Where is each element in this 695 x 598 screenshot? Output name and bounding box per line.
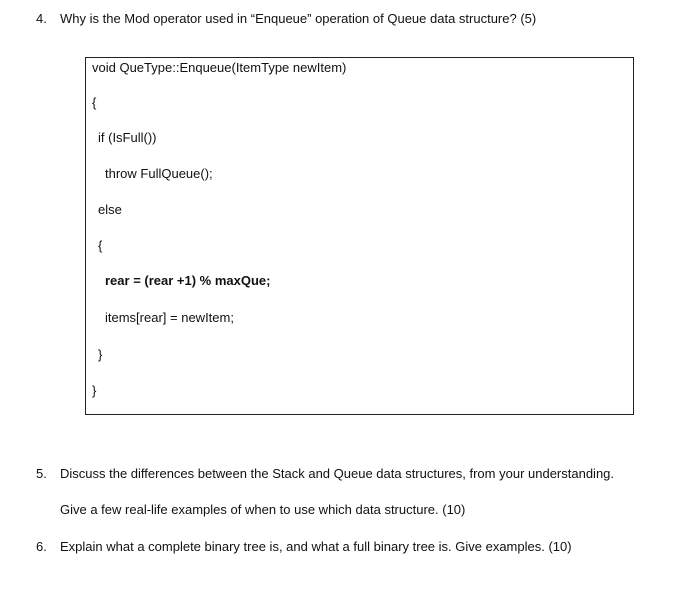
question-5-text: Discuss the differences between the Stack and Queue data structures, from your understanding. — [60, 466, 615, 481]
question-5-continuation: Give a few real-life examples of when to use which data structure. (10) — [60, 502, 466, 517]
question-5-number: 5. — [36, 466, 47, 481]
code-line-else: else — [98, 202, 122, 217]
code-line-inner-open-brace: { — [98, 238, 103, 253]
code-line-signature: void QueType::Enqueue(ItemType newItem) — [92, 60, 347, 75]
code-line-items-assignment: items[rear] = newItem; — [105, 310, 234, 325]
code-line-inner-close-brace: } — [98, 347, 103, 362]
code-line-close-brace: } — [92, 383, 97, 398]
code-line-rear-assignment: rear = (rear +1) % maxQue; — [105, 273, 271, 288]
code-line-throw: throw FullQueue(); — [105, 166, 213, 181]
code-line-if: if (IsFull()) — [98, 130, 157, 145]
code-box — [85, 57, 634, 415]
question-4-text: Why is the Mod operator used in “Enqueue” operation of Queue data structure? (5) — [60, 11, 537, 26]
code-line-open-brace: { — [92, 95, 97, 110]
question-4-number: 4. — [36, 11, 47, 26]
question-6-number: 6. — [36, 539, 47, 554]
question-6-text: Explain what a complete binary tree is, and what a full binary tree is. Give examples. (10) — [60, 539, 572, 554]
